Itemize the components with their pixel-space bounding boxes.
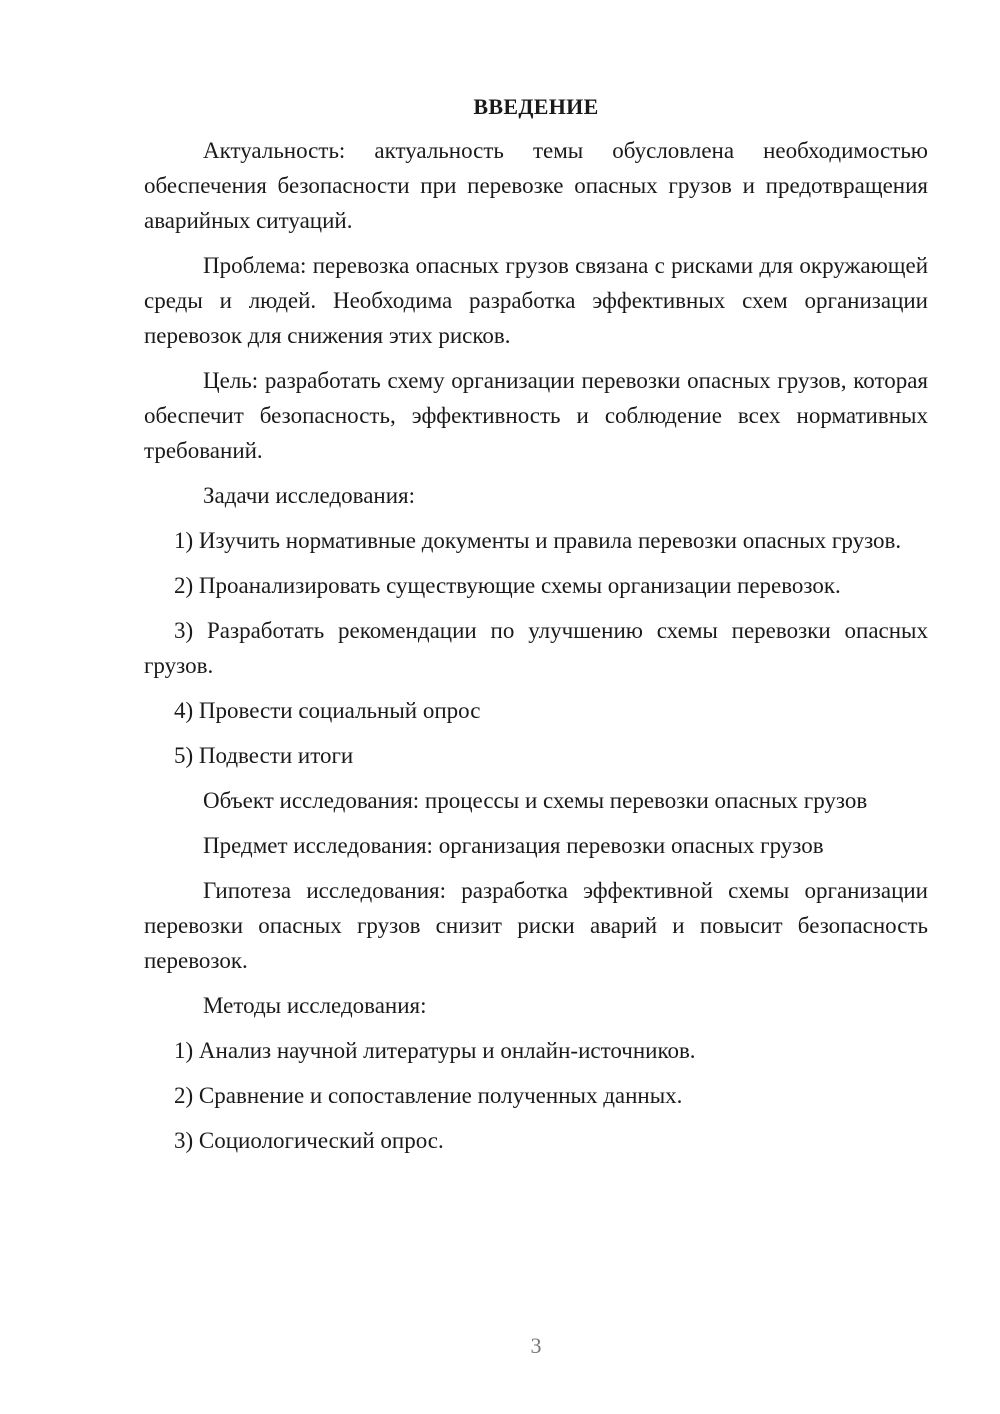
tasks-heading: Задачи исследования: [203, 483, 416, 508]
method-item: 2) Сравнение и сопоставление полученных данных. [174, 1083, 683, 1108]
method-item: 3) Социологический опрос. [174, 1128, 444, 1153]
task-item: 2) Проанализировать существующие схемы организации перевозок. [174, 573, 841, 598]
section-title: ВВЕДЕНИЕ [473, 94, 599, 119]
problem-paragraph: Проблема: перевозка опасных грузов связана с рисками для окружающей среды и людей. Необходима разработка эффективных схем организации перевозок для снижения этих рисков. [144, 253, 928, 348]
goal-paragraph: Цель: разработать схему организации перевозки опасных грузов, которая обеспечит безопасность, эффективность и соблюдение всех нормативных требований. [144, 368, 928, 463]
task-item: 5) Подвести итоги [174, 743, 354, 768]
task-item: 3) Разработать рекомендации по улучшению схемы перевозки опасных грузов. [144, 618, 928, 678]
page-content [144, 92, 928, 1168]
task-item: 1) Изучить нормативные документы и правила перевозки опасных грузов. [174, 528, 902, 553]
methods-heading: Методы исследования: [203, 993, 427, 1018]
page-number: 3 [530, 1333, 542, 1358]
method-item: 1) Анализ научной литературы и онлайн-источников. [174, 1038, 696, 1063]
relevance-paragraph: Актуальность: актуальность темы обусловлена необходимостью обеспечения безопасности при перевозке опасных грузов и предотвращения аварийных ситуаций. [144, 138, 928, 233]
task-item: 4) Провести социальный опрос [174, 698, 481, 723]
hypothesis-paragraph: Гипотеза исследования: разработка эффективной схемы организации перевозки опасных грузов снизит риски аварий и повысит безопасность перевозок. [144, 878, 928, 973]
subject-paragraph: Предмет исследования: организация перевозки опасных грузов [203, 833, 824, 858]
object-paragraph: Объект исследования: процессы и схемы перевозки опасных грузов [203, 788, 868, 813]
